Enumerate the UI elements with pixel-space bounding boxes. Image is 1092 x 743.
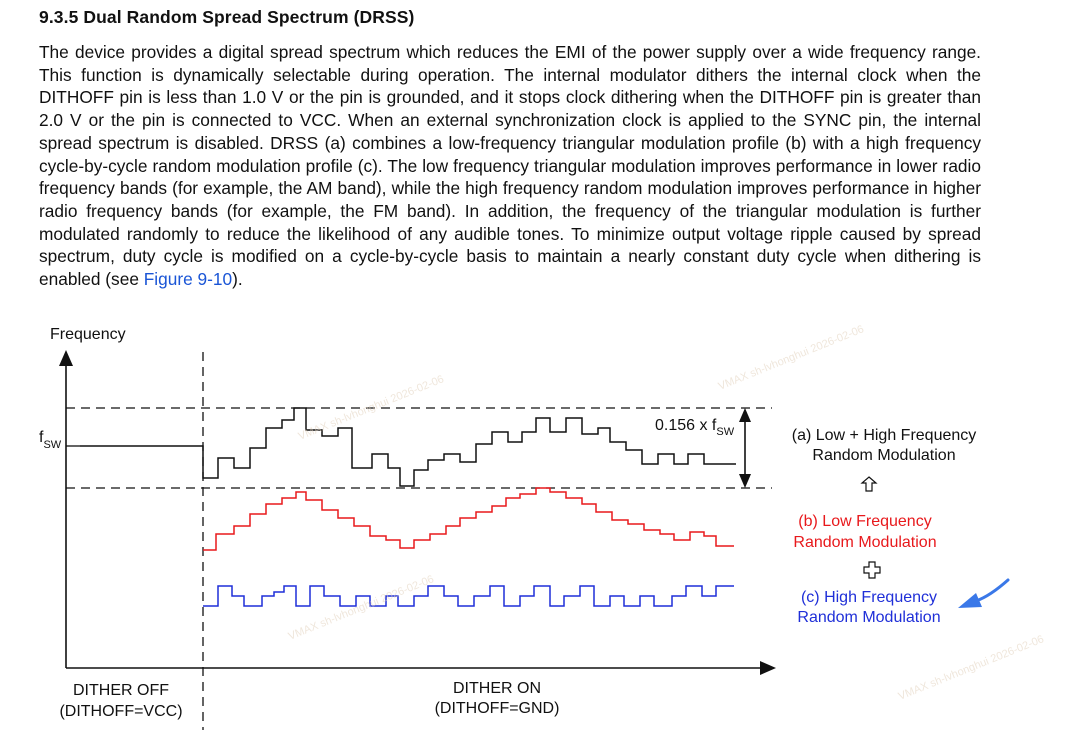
watermark-2: VMAX sh-lvhonghui 2026-02-06: [286, 573, 436, 643]
fsw-label-sub: SW: [43, 439, 62, 451]
dither-on-line2: (DITHOFF=GND): [434, 700, 560, 717]
dither-on-line1: DITHER ON: [453, 680, 541, 697]
spread-label: [655, 417, 735, 438]
dither-off-line2: (DITHOFF=VCC): [59, 703, 183, 720]
label-c-line2: Random Modulation: [797, 609, 941, 626]
spread-label-main: 0.156 x f: [655, 417, 717, 434]
body-text: The device provides a digital spread spectrum which reduces the EMI of the power supply over a wide frequency range. This function is dynamically selectable during operation. The internal modulator dithers the internal clock when the DITHOFF pin is less than 1.0 V or the pin is grounded, and it stops clock dithering when the DITHOFF pin is greater than 2.0 V or the pin is connected to VCC. When an external synchronization clock is applied to the SYNC pin, the internal spread spectrum is disabled. DRSS (a) combines a low-frequency triangular modulation profile (b) with a high frequency cycle-by-cycle random modulation profile (c). The low frequency triangular modulation improves performance in lower radio frequency bands (for example, the AM band), while the high frequency random modulation improves performance in higher radio frequency bands (for example, the FM band). In addition, the frequency of the triangular modulation is further modulated randomly to reduce the likelihood of any audible tones. To minimize output voltage ripple caused by spread spectrum, duty cycle is modified on a cycle-by-cycle basis to maintain a nearly constant duty cycle when dithering is enabled (see: [39, 42, 981, 290]
label-b-line1: (b) Low Frequency: [798, 513, 932, 530]
combine-arrow-up-icon: [862, 477, 876, 491]
combined-modulation-waveform: [80, 408, 736, 486]
spread-label-sub: SW: [716, 426, 735, 438]
plus-icon: [864, 562, 880, 578]
body-tail: ).: [232, 269, 243, 290]
fsw-label: [39, 429, 62, 451]
x-axis-arrow: [760, 661, 776, 675]
spread-arrow-top-head: [739, 408, 751, 422]
label-a-line2: Random Modulation: [812, 447, 956, 464]
label-c-line1: (c) High Frequency: [800, 589, 938, 606]
label-a-line1: (a) Low + High Frequency: [791, 427, 977, 444]
fsw-label-main: f: [39, 429, 44, 446]
section-title: 9.3.5 Dual Random Spread Spectrum (DRSS): [39, 7, 415, 27]
high-frequency-waveform: [203, 586, 734, 606]
figure-link[interactable]: Figure 9-10: [143, 269, 233, 290]
label-b-line2: Random Modulation: [793, 534, 937, 551]
y-axis-arrow: [59, 350, 73, 366]
spread-arrow-bottom-head: [739, 474, 751, 488]
watermark-4: VMAX sh-lvhonghui 2026-02-06: [896, 633, 1046, 703]
low-frequency-waveform: [203, 488, 734, 550]
y-axis-label: Frequency: [50, 326, 126, 343]
watermark-1: VMAX sh-lvhonghui 2026-02-06: [296, 373, 446, 443]
annotation-arrow-head-icon: [958, 593, 982, 608]
dither-off-line1: DITHER OFF: [73, 682, 169, 699]
annotation-arrow-icon: [976, 580, 1008, 601]
watermark-3: VMAX sh-lvhonghui 2026-02-06: [716, 323, 866, 393]
